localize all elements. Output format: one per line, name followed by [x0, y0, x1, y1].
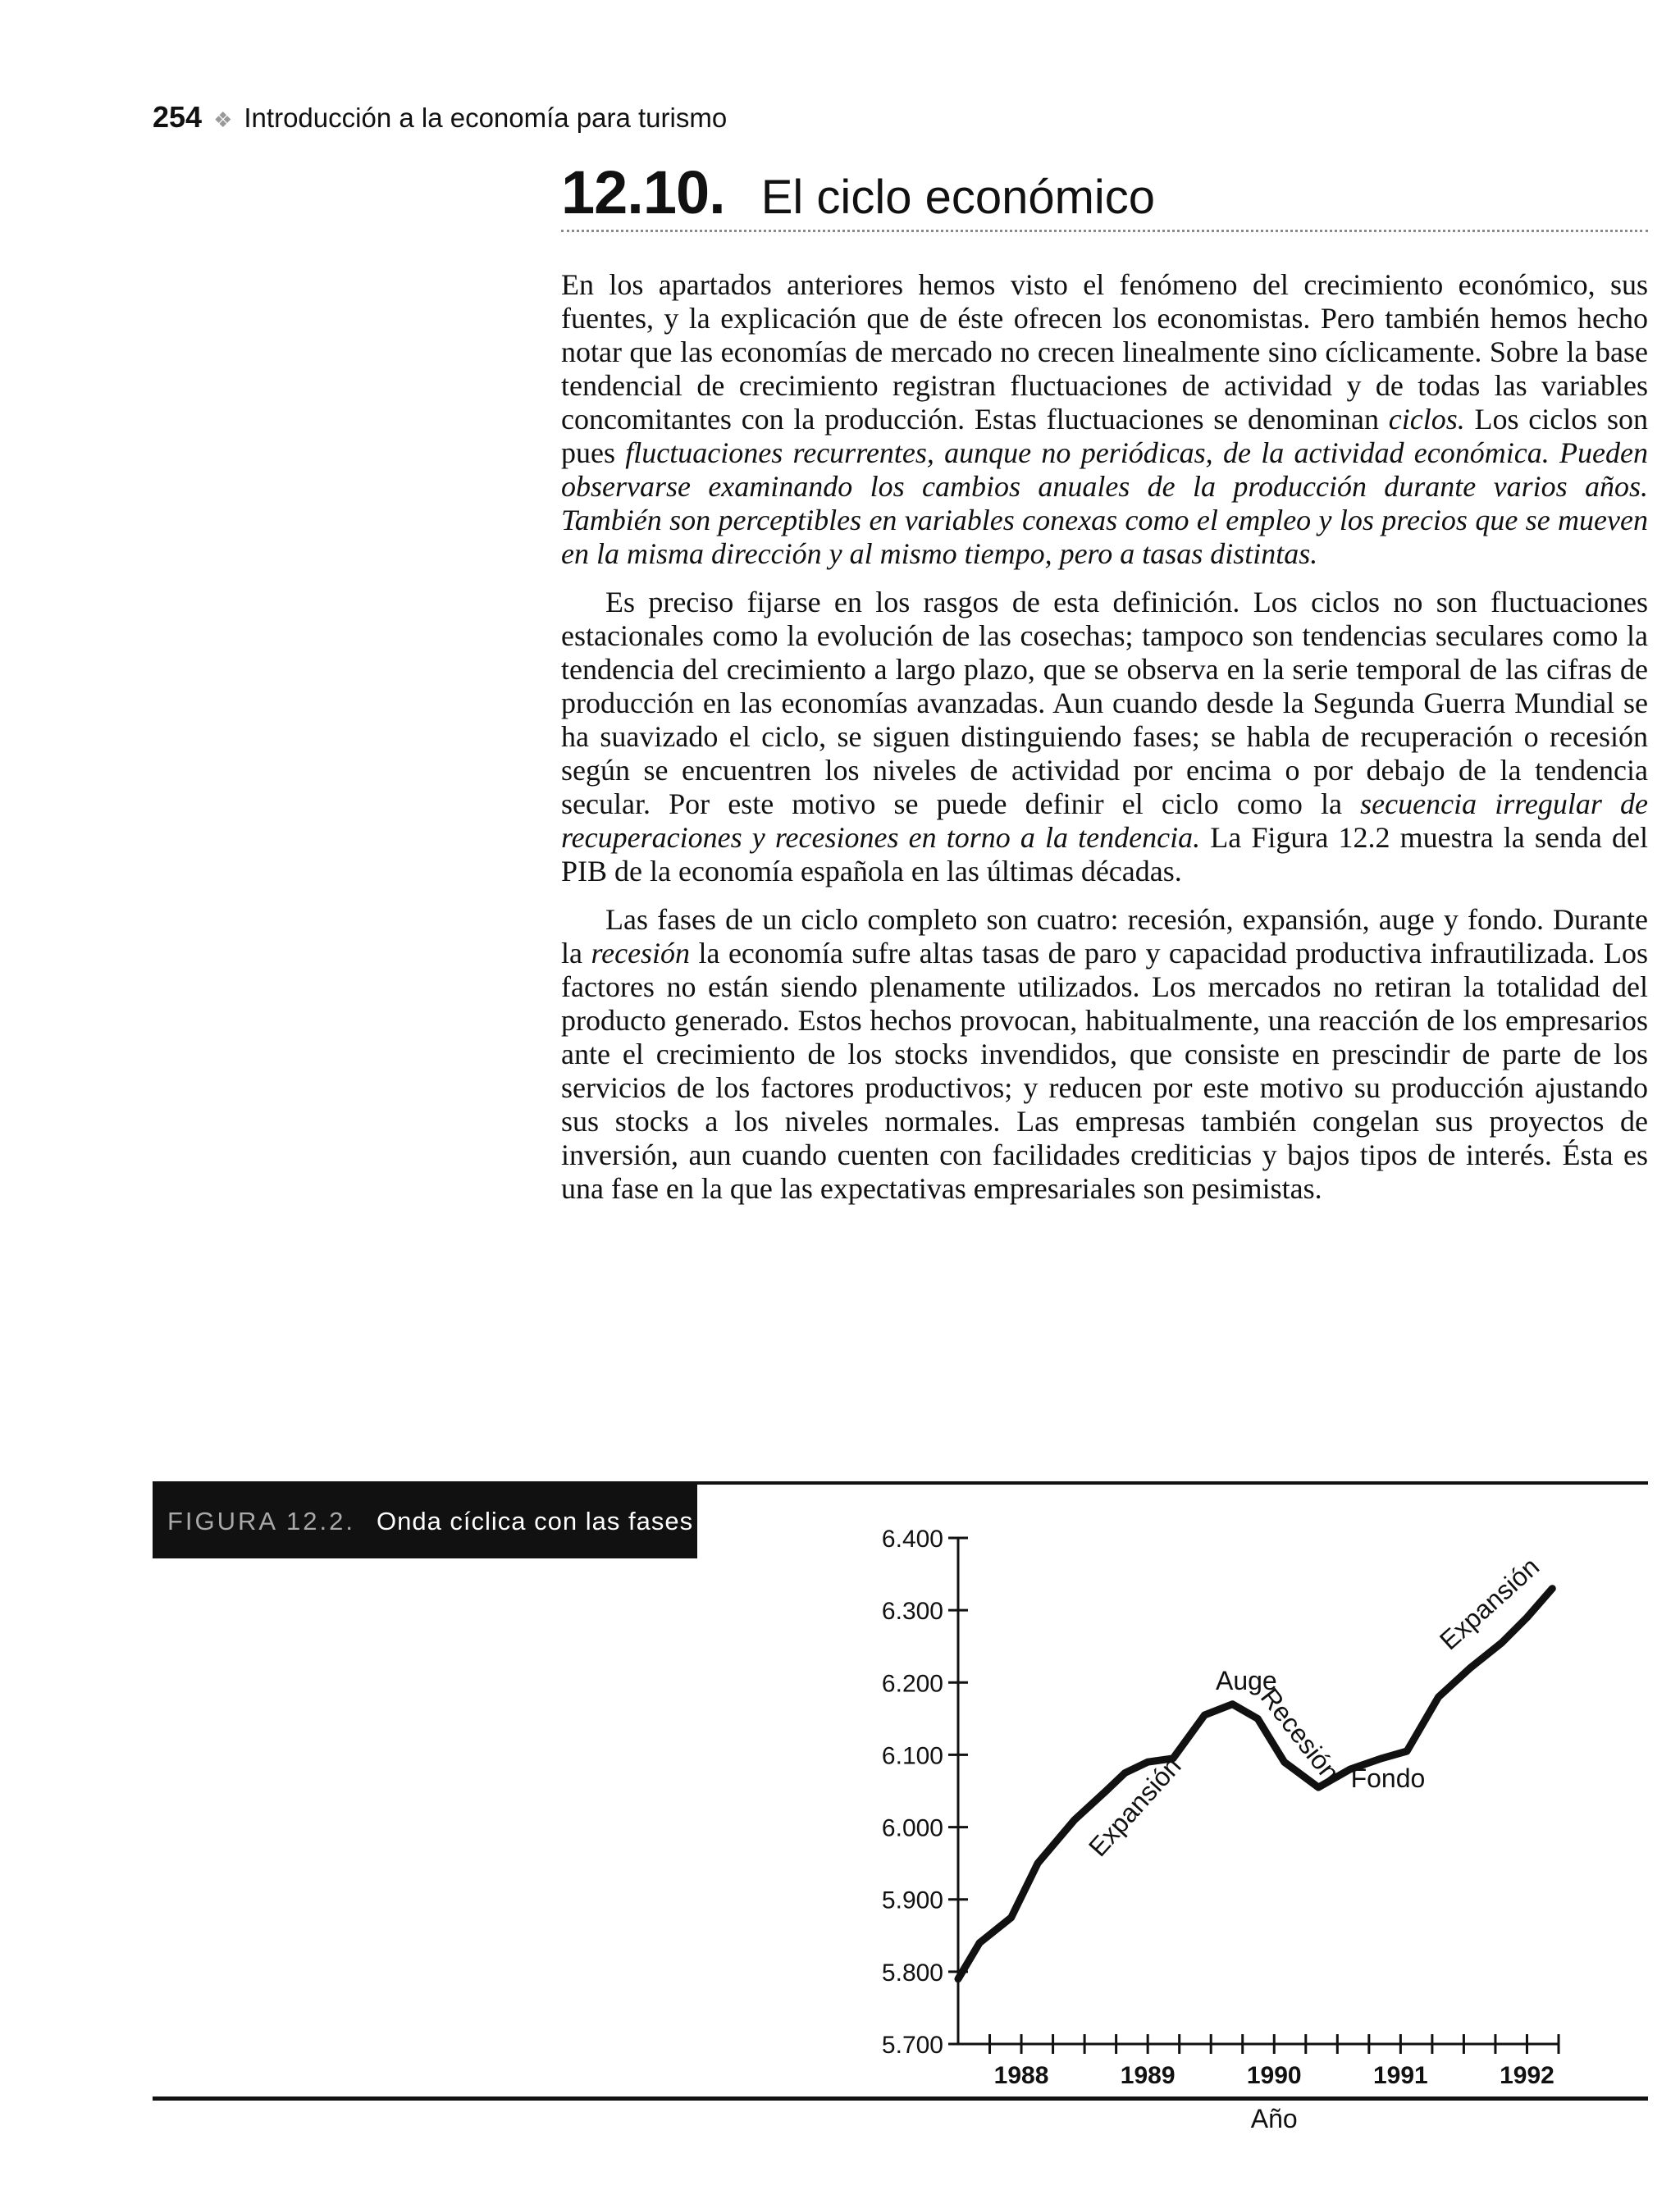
book-title: Introducción a la economía para turismo: [244, 103, 728, 133]
text-run: Los ciclos son pues: [561, 403, 1649, 469]
text-run: Las fases de un ciclo completo son cuatro: recesión, expansión, auge y fondo. Durante la: [561, 903, 1648, 970]
figure-tag: FIGURA 12.2.: [167, 1507, 355, 1535]
phase-label: Expansión: [1082, 1751, 1187, 1863]
page-number: 254: [153, 100, 203, 134]
y-tick-label: 5.800: [881, 1959, 943, 1987]
italic-text: ciclos.: [1388, 403, 1465, 436]
text-run: La Figura 12.2 muestra la senda del PIB de la economía española en las últimas décadas.: [561, 821, 1648, 887]
x-axis-label: Año: [1250, 2104, 1298, 2133]
y-tick-label: 6.000: [881, 1814, 943, 1842]
y-tick-label: 5.900: [881, 1887, 943, 1914]
italic-text: fluctuaciones recurrentes, aunque no periódicas, de la actividad económica. Pueden observarse examinando los cambios anuales de la producción durante varios años. También son perceptibles en variables conexas como el empleo y los precios que se mueven en la misma dirección y al mismo tiempo, pero a tasas distintas.: [561, 436, 1648, 570]
italic-text: recesión: [591, 937, 691, 970]
x-tick-label: 1992: [1500, 2062, 1554, 2089]
x-tick-label: 1989: [1120, 2062, 1176, 2089]
figure-bottom-rule: [153, 2096, 1648, 2101]
y-tick-label: 6.200: [881, 1670, 943, 1698]
italic-text: secuencia irregular de recuperaciones y recesiones en torno a la tendencia.: [561, 787, 1648, 854]
x-tick-label: 1988: [993, 2062, 1049, 2089]
x-tick-label: 1991: [1372, 2062, 1428, 2089]
phase-label: Auge: [1215, 1666, 1277, 1696]
phase-label: Recesión: [1254, 1682, 1346, 1787]
x-tick-label: 1990: [1246, 2062, 1302, 2089]
section-title: El ciclo económico: [760, 171, 1156, 224]
y-tick-label: 6.300: [881, 1598, 943, 1626]
section-number: 12.10.: [561, 158, 725, 226]
gdp-series-line: [958, 1589, 1552, 1979]
y-tick-label: 6.400: [881, 1526, 943, 1553]
y-tick-label: 6.100: [881, 1742, 943, 1770]
y-tick-label: 5.700: [881, 2032, 943, 2059]
figure-caption: Onda cíclica con las fases: [376, 1507, 694, 1535]
text-run: la economía sufre altas tasas de paro y capacidad productiva infrautilizada. Los factores no están siendo plenamente utilizados. Los mercados no retiran la totalidad del producto generado. Estos hechos provocan, habitualmente, una reacción de los empresarios ante el crecimiento de los stocks invendidos, que consiste en prescindir de parte de los servicios de los factores productivos; y reducen por este motivo su producción ajustando sus stocks a los niveles normales. Las empresas también congelan sus proyectos de inversión, aun cuando cuenten con facilidades crediticias y bajos tipos de interés. Ésta es una fase en la que las expectativas empresariales son pesimistas.: [561, 937, 1648, 1205]
phase-label: Fondo: [1350, 1763, 1426, 1794]
text-run: En los apartados anteriores hemos visto el fenómeno del crecimiento económico, sus fuentes, y la explicación que de éste ofrecen los economistas. Pero también hemos hecho notar que las economías de mercado no crecen linealmente sino cíclicamente. Sobre la base tendencial de crecimiento registran fluctuaciones de actividad y de todas las variables concomitantes con la producción. Estas fluctuaciones se denominan: [561, 268, 1648, 436]
separator-ornament-icon: ❖: [213, 107, 233, 132]
phase-label: Expansión: [1434, 1551, 1545, 1656]
text-run: Es preciso fijarse en los rasgos de esta definición. Los ciclos no son fluctuaciones estacionales como la evolución de las cosechas; tampoco son tendencias seculares como la tendencia del crecimiento a largo plazo, que se observa en la serie temporal de las cifras de producción en las economías avanzadas. Aun cuando desde la Segunda Guerra Mundial se ha suavizado el ciclo, se siguen distinguiendo fases; se habla de recuperación o recesión según se encuentren los niveles de actividad por encima o por debajo de la tendencia secular. Por este motivo se puede definir el ciclo como la: [561, 586, 1648, 820]
